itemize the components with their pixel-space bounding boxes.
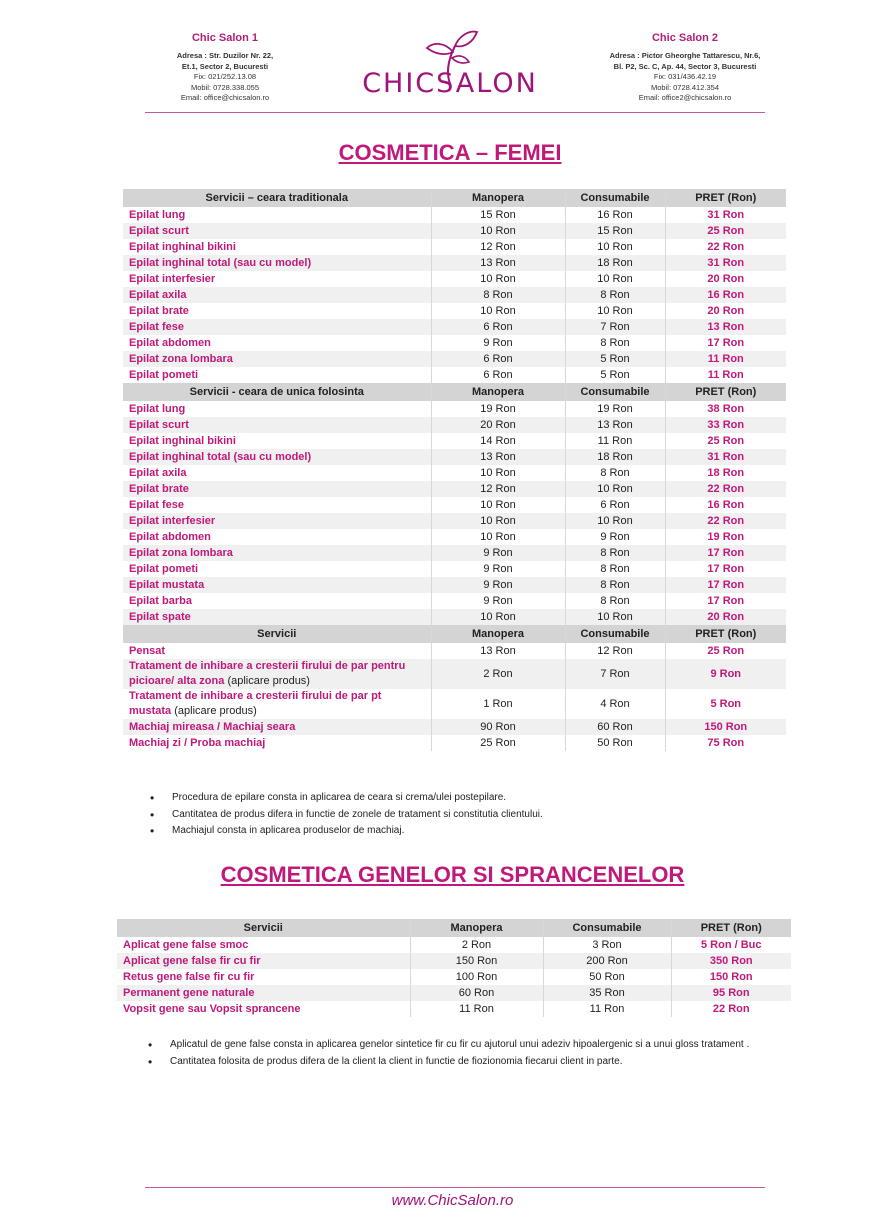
header-service: Servicii – ceara traditionala [123, 189, 431, 207]
manopera-value: 10 Ron [431, 497, 565, 513]
pret-value: 11 Ron [665, 367, 786, 383]
service-label: Epilat barba [129, 595, 192, 607]
note-item: • Procedura de epilare consta in aplicarea de ceara si crema/ulei postepilare. [172, 790, 543, 807]
service-label: Epilat lung [129, 209, 186, 221]
service-name [123, 561, 431, 577]
pret-value: 25 Ron [665, 433, 786, 449]
service-label: Epilat axila [129, 289, 187, 301]
consumabile-value: 3 Ron [543, 937, 671, 953]
table-row [123, 433, 786, 449]
pret-value: 11 Ron [665, 351, 786, 367]
consumabile-value: 8 Ron [565, 465, 665, 481]
manopera-value: 6 Ron [431, 367, 565, 383]
header-pret: PRET (Ron) [671, 919, 791, 937]
service-label: Epilat inghinal total (sau cu model) [129, 257, 312, 269]
table-header-row [117, 919, 791, 937]
service-label: Aplicat gene false fir cu fir [123, 955, 261, 967]
service-label: Retus gene false fir cu fir [123, 971, 255, 983]
service-name [123, 689, 431, 719]
header-pret: PRET (Ron) [665, 189, 786, 207]
service-name [123, 207, 431, 223]
header-service: Servicii [123, 625, 431, 643]
salon2-contact [570, 32, 800, 104]
salon1-email: Email: office@chicsalon.ro [180, 93, 270, 102]
service-name [123, 719, 431, 735]
service-name [123, 643, 431, 659]
consumabile-value: 5 Ron [565, 351, 665, 367]
table-header-row [123, 625, 786, 643]
service-name [117, 985, 410, 1001]
service-name [123, 417, 431, 433]
pret-value: 95 Ron [671, 985, 791, 1001]
consumabile-value: 10 Ron [565, 303, 665, 319]
manopera-value: 9 Ron [431, 593, 565, 609]
consumabile-value: 15 Ron [565, 223, 665, 239]
service-name [123, 367, 431, 383]
consumabile-value: 8 Ron [565, 561, 665, 577]
consumabile-value: 9 Ron [565, 529, 665, 545]
pret-value: 20 Ron [665, 271, 786, 287]
consumabile-value: 6 Ron [565, 497, 665, 513]
service-label: Epilat scurt [129, 419, 189, 431]
service-label: Epilat zona lombara [129, 547, 233, 559]
manopera-value: 9 Ron [431, 545, 565, 561]
salon2-address1: Adresa : Pictor Gheorghe Tattarescu, Nr.6, [609, 51, 761, 60]
service-name [123, 335, 431, 351]
service-name [123, 271, 431, 287]
table-row [117, 937, 791, 953]
pret-value: 17 Ron [665, 335, 786, 351]
pret-value: 20 Ron [665, 609, 786, 625]
service-label: Tratament de inhibare a cresterii firului de par pentru picioare/ alta zona [129, 660, 406, 687]
table-row [123, 303, 786, 319]
consumabile-value: 8 Ron [565, 593, 665, 609]
consumabile-value: 60 Ron [565, 719, 665, 735]
table-row [117, 953, 791, 969]
table-row [123, 271, 786, 287]
service-name [123, 481, 431, 497]
consumabile-value: 10 Ron [565, 271, 665, 287]
consumabile-value: 200 Ron [543, 953, 671, 969]
consumabile-value: 11 Ron [565, 433, 665, 449]
pret-value: 5 Ron / Buc [671, 937, 791, 953]
footer-website: www.ChicSalon.ro [391, 1192, 514, 1209]
pret-value: 17 Ron [665, 545, 786, 561]
table-row [123, 481, 786, 497]
service-label: Epilat lung [129, 403, 186, 415]
pret-value: 9 Ron [665, 659, 786, 689]
manopera-value: 10 Ron [431, 303, 565, 319]
service-label: Epilat brate [129, 483, 189, 495]
service-label: Epilat pometi [129, 369, 199, 381]
consumabile-value: 8 Ron [565, 335, 665, 351]
table-row [123, 417, 786, 433]
table-row [123, 497, 786, 513]
table-row [123, 545, 786, 561]
table-row [123, 239, 786, 255]
service-label: Epilat inghinal bikini [129, 241, 236, 253]
manopera-value: 19 Ron [431, 401, 565, 417]
table-row [123, 659, 786, 689]
service-label: Epilat inghinal total (sau cu model) [129, 451, 312, 463]
pret-value: 17 Ron [665, 593, 786, 609]
table-header-row [123, 189, 786, 207]
service-name [123, 351, 431, 367]
section2-title: COSMETICA GENELOR SI SPRANCENELOR [220, 862, 685, 887]
manopera-value: 9 Ron [431, 335, 565, 351]
salon1-mobil: Mobil: 0728.338.055 [191, 82, 259, 92]
manopera-value: 10 Ron [431, 223, 565, 239]
consumabile-value: 10 Ron [565, 609, 665, 625]
manopera-value: 1 Ron [431, 689, 565, 719]
pret-value: 5 Ron [665, 689, 786, 719]
service-label: Tratament de inhibare a cresterii firului de par pt mustata [129, 690, 382, 717]
consumabile-value: 10 Ron [565, 239, 665, 255]
consumabile-value: 10 Ron [565, 513, 665, 529]
consumabile-value: 8 Ron [565, 545, 665, 561]
service-name [123, 319, 431, 335]
manopera-value: 12 Ron [431, 481, 565, 497]
salon1-address1: Adresa : Str. Duzilor Nr. 22, [176, 51, 274, 60]
table-row [123, 401, 786, 417]
header-manopera: Manopera [410, 919, 543, 937]
salon2-address2: Bl. P2, Sc. C, Ap. 44, Sector 3, Bucuresti [613, 61, 757, 71]
header-manopera: Manopera [431, 625, 565, 643]
header-consumabile: Consumabile [565, 189, 665, 207]
service-name [123, 545, 431, 561]
header-pret: PRET (Ron) [665, 625, 786, 643]
table-row [117, 985, 791, 1001]
service-label: Epilat inghinal bikini [129, 435, 236, 447]
service-name [123, 255, 431, 271]
consumabile-value: 16 Ron [565, 207, 665, 223]
table-row [123, 207, 786, 223]
pret-value: 17 Ron [665, 577, 786, 593]
header-consumabile: Consumabile [565, 625, 665, 643]
service-label: Epilat fese [129, 321, 185, 333]
salon2-mobil: Mobil: 0728.412.354 [651, 82, 719, 92]
consumabile-value: 4 Ron [565, 689, 665, 719]
manopera-value: 15 Ron [431, 207, 565, 223]
consumabile-value: 11 Ron [543, 1001, 671, 1017]
service-name [123, 735, 431, 751]
salon1-address2: Et.1, Sector 2, Bucuresti [181, 61, 269, 71]
table-header-row [123, 383, 786, 401]
service-name [123, 303, 431, 319]
table-row [123, 689, 786, 719]
pret-value: 31 Ron [665, 449, 786, 465]
service-name [123, 609, 431, 625]
manopera-value: 13 Ron [431, 449, 565, 465]
service-name [123, 659, 431, 689]
pret-value: 150 Ron [671, 969, 791, 985]
salon2-email: Email: office2@chicsalon.ro [638, 93, 732, 102]
consumabile-value: 8 Ron [565, 577, 665, 593]
service-name [123, 223, 431, 239]
header-service: Servicii - ceara de unica folosinta [123, 383, 431, 401]
table-row [123, 577, 786, 593]
salon1-name: Chic Salon 1 [191, 32, 259, 44]
manopera-value: 13 Ron [431, 643, 565, 659]
note-item: • Aplicatul de gene false consta in aplicarea genelor sintetice fir cu fir cu ajutorul unui adeziv hipoalergenic si a unui gloss tratament . [170, 1037, 749, 1054]
section1-title: COSMETICA – FEMEI [338, 140, 562, 165]
service-name [123, 449, 431, 465]
pret-value: 13 Ron [665, 319, 786, 335]
logo-text: CHICSALON [362, 68, 538, 99]
pret-value: 25 Ron [665, 223, 786, 239]
service-label: Epilat interfesier [129, 515, 216, 527]
consumabile-value: 35 Ron [543, 985, 671, 1001]
service-label: Pensat [129, 645, 166, 657]
consumabile-value: 13 Ron [565, 417, 665, 433]
table-row [123, 351, 786, 367]
service-label: Epilat zona lombara [129, 353, 233, 365]
header-pret: PRET (Ron) [665, 383, 786, 401]
pret-value: 31 Ron [665, 255, 786, 271]
pret-value: 22 Ron [665, 513, 786, 529]
header-manopera: Manopera [431, 189, 565, 207]
pret-value: 16 Ron [665, 287, 786, 303]
service-label: Epilat mustata [129, 579, 205, 591]
page-header [0, 0, 870, 120]
table-row [123, 255, 786, 271]
footer-divider [145, 1187, 765, 1188]
section1-notes [152, 790, 543, 840]
table-row [123, 735, 786, 751]
service-name [117, 969, 410, 985]
service-label: Epilat fese [129, 499, 185, 511]
manopera-value: 10 Ron [431, 609, 565, 625]
table-row [123, 529, 786, 545]
manopera-value: 2 Ron [431, 659, 565, 689]
service-name [123, 287, 431, 303]
manopera-value: 10 Ron [431, 465, 565, 481]
service-label: Aplicat gene false smoc [123, 939, 249, 951]
service-note: (aplicare produs) [227, 675, 310, 687]
salon2-name: Chic Salon 2 [651, 32, 719, 44]
table-row [123, 593, 786, 609]
table-row [123, 643, 786, 659]
service-name [123, 513, 431, 529]
pret-value: 38 Ron [665, 401, 786, 417]
pret-value: 350 Ron [671, 953, 791, 969]
salon1-fix: Fix: 021/252.13.08 [193, 72, 257, 81]
service-label: Epilat axila [129, 467, 187, 479]
service-label: Machiaj zi / Proba machiaj [129, 737, 266, 749]
manopera-value: 14 Ron [431, 433, 565, 449]
table-row [123, 513, 786, 529]
service-label: Permanent gene naturale [123, 987, 255, 999]
manopera-value: 13 Ron [431, 255, 565, 271]
service-name [123, 433, 431, 449]
pret-value: 33 Ron [665, 417, 786, 433]
pret-value: 16 Ron [665, 497, 786, 513]
service-name [123, 239, 431, 255]
manopera-value: 20 Ron [431, 417, 565, 433]
cosmetica-femei-table [123, 189, 786, 751]
service-label: Epilat abdomen [129, 337, 211, 349]
manopera-value: 100 Ron [410, 969, 543, 985]
service-label: Epilat interfesier [129, 273, 216, 285]
service-label: Epilat scurt [129, 225, 189, 237]
service-name [123, 593, 431, 609]
consumabile-value: 5 Ron [565, 367, 665, 383]
service-name [123, 497, 431, 513]
pret-value: 31 Ron [665, 207, 786, 223]
manopera-value: 9 Ron [431, 577, 565, 593]
pret-value: 20 Ron [665, 303, 786, 319]
manopera-value: 6 Ron [431, 351, 565, 367]
section2-notes [150, 1037, 749, 1070]
consumabile-value: 50 Ron [565, 735, 665, 751]
manopera-value: 90 Ron [431, 719, 565, 735]
pret-value: 19 Ron [665, 529, 786, 545]
service-name [123, 465, 431, 481]
manopera-value: 12 Ron [431, 239, 565, 255]
manopera-value: 10 Ron [431, 513, 565, 529]
table-row [123, 561, 786, 577]
table-row [123, 719, 786, 735]
manopera-value: 11 Ron [410, 1001, 543, 1017]
pret-value: 150 Ron [665, 719, 786, 735]
consumabile-value: 12 Ron [565, 643, 665, 659]
manopera-value: 60 Ron [410, 985, 543, 1001]
table-row [117, 1001, 791, 1017]
pret-value: 25 Ron [665, 643, 786, 659]
consumabile-value: 7 Ron [565, 319, 665, 335]
table-row [117, 969, 791, 985]
note-item: • Machiajul consta in aplicarea produselor de machiaj. [172, 823, 543, 840]
consumabile-value: 19 Ron [565, 401, 665, 417]
manopera-value: 2 Ron [410, 937, 543, 953]
salon1-contact [110, 32, 340, 104]
note-item: • Cantitatea folosita de produs difera de la client la client in functie de fiozionomia fiecarui client in parte. [170, 1054, 749, 1071]
consumabile-value: 50 Ron [543, 969, 671, 985]
salon2-fix: Fix: 031/436.42.19 [653, 72, 717, 81]
pret-value: 22 Ron [665, 481, 786, 497]
manopera-value: 9 Ron [431, 561, 565, 577]
consumabile-value: 18 Ron [565, 255, 665, 271]
service-label: Epilat abdomen [129, 531, 211, 543]
consumabile-value: 18 Ron [565, 449, 665, 465]
manopera-value: 10 Ron [431, 271, 565, 287]
consumabile-value: 10 Ron [565, 481, 665, 497]
service-name [117, 937, 410, 953]
pret-value: 22 Ron [665, 239, 786, 255]
table-row [123, 319, 786, 335]
service-note: (aplicare produs) [174, 705, 257, 717]
manopera-value: 8 Ron [431, 287, 565, 303]
table-row [123, 449, 786, 465]
table-row [123, 287, 786, 303]
header-divider [145, 112, 765, 113]
table-row [123, 609, 786, 625]
service-label: Epilat spate [129, 611, 191, 623]
cosmetica-gene-table [117, 919, 791, 1017]
manopera-value: 25 Ron [431, 735, 565, 751]
manopera-value: 6 Ron [431, 319, 565, 335]
note-item: • Cantitatea de produs difera in functie de zonele de tratament si constitutia clientului. [172, 807, 543, 824]
service-name [117, 953, 410, 969]
service-label: Machiaj mireasa / Machiaj seara [129, 721, 296, 733]
chic-salon-logo [340, 28, 560, 108]
table-row [123, 465, 786, 481]
header-manopera: Manopera [431, 383, 565, 401]
header-service: Servicii [117, 919, 410, 937]
consumabile-value: 7 Ron [565, 659, 665, 689]
consumabile-value: 8 Ron [565, 287, 665, 303]
service-name [117, 1001, 410, 1017]
manopera-value: 150 Ron [410, 953, 543, 969]
header-consumabile: Consumabile [543, 919, 671, 937]
pret-value: 17 Ron [665, 561, 786, 577]
manopera-value: 10 Ron [431, 529, 565, 545]
table-row [123, 367, 786, 383]
pret-value: 75 Ron [665, 735, 786, 751]
service-name [123, 577, 431, 593]
pret-value: 18 Ron [665, 465, 786, 481]
table-row [123, 335, 786, 351]
service-label: Epilat brate [129, 305, 189, 317]
service-label: Vopsit gene sau Vopsit sprancene [123, 1003, 301, 1015]
service-name [123, 401, 431, 417]
pret-value: 22 Ron [671, 1001, 791, 1017]
header-consumabile: Consumabile [565, 383, 665, 401]
service-name [123, 529, 431, 545]
table-row [123, 223, 786, 239]
service-label: Epilat pometi [129, 563, 199, 575]
